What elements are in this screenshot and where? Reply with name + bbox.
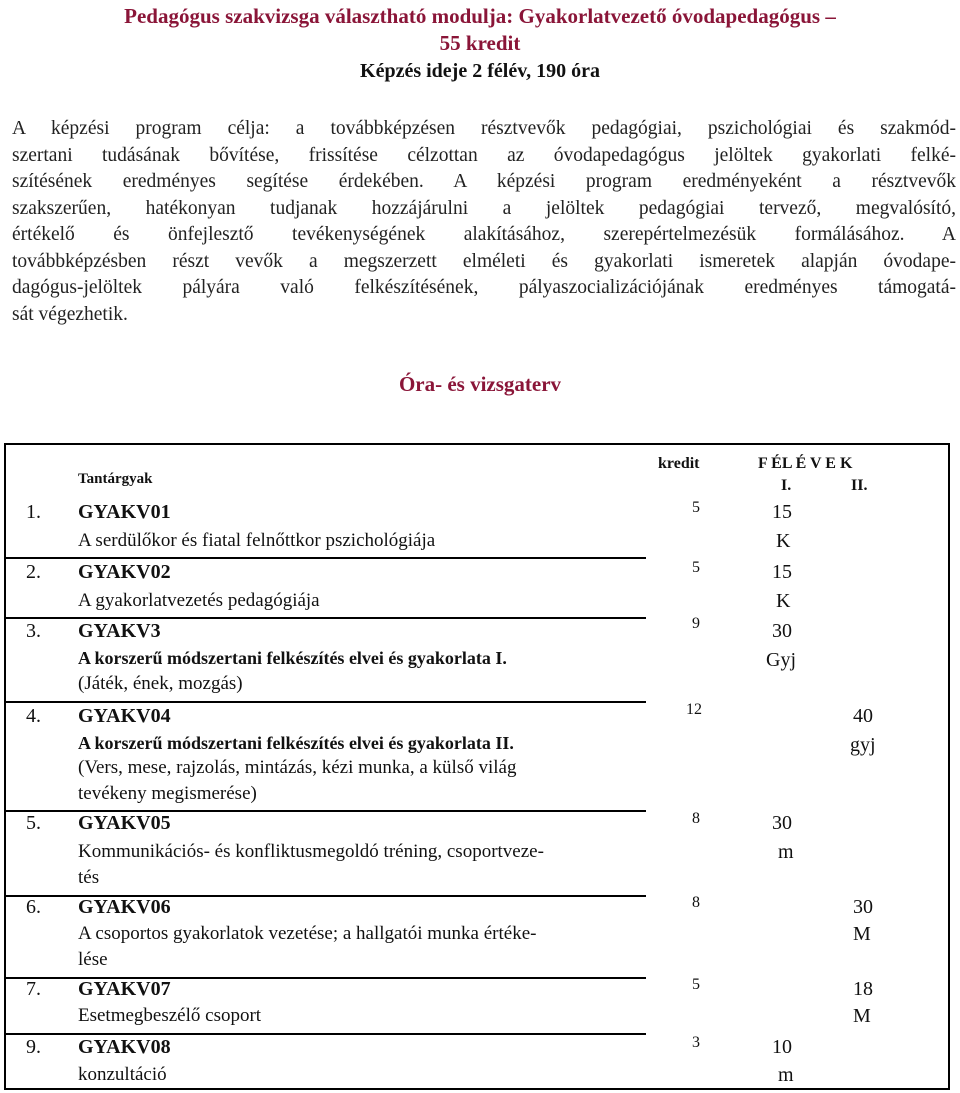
intro-line: szítésének eredményes segítése érdekében. A képzési program eredményeként a résztvevők [12,171,956,192]
subject-name: Esetmegbeszélő csoport [78,1005,262,1026]
credit-value: 8 [692,810,700,827]
intro-line: sát végezhetik. [12,303,128,325]
subject-code: GYAKV04 [78,705,171,727]
subject-code: GYAKV08 [78,1036,171,1058]
semester-1-exam: m [778,1064,794,1086]
subject-name: Kommunikációs- és konfliktusmegoldó tréning, csoportveze- [78,841,544,862]
row-number: 4. [26,705,41,727]
semester-2-exam: M [853,923,871,945]
header-semesters: F ÉL É V E K [758,455,853,472]
semester-1-exam: m [778,841,794,863]
intro-line: A képzési program célja: a továbbképzésen résztvevők pedagógiai, pszichológiai és szakmód- [12,118,956,139]
subject-subtitle-continued: tevékeny megismerése) [78,783,257,804]
intro-paragraph [12,116,956,328]
row-divider [6,1033,646,1035]
credit-value: 12 [686,701,702,718]
subject-name: A serdülőkor és fiatal felnőttkor pszichológiája [78,530,436,551]
row-number: 1. [26,501,41,523]
row-divider [6,617,646,619]
row-number: 2. [26,561,41,583]
header-semester-2: II. [851,477,868,494]
credit-value: 8 [692,894,700,911]
semester-2-hours: 18 [853,978,873,1000]
semester-1-hours: 15 [772,561,792,583]
row-number: 9. [26,1036,41,1058]
credit-value: 5 [692,499,700,516]
subject-code: GYAKV3 [78,620,161,642]
subject-name-continued: tés [78,867,100,888]
row-number: 3. [26,620,41,642]
subject-code: GYAKV06 [78,896,171,918]
document-title: Pedagógus szakvizsga választható modulja: Gyakorlatvezető óvodapedagógus – [124,4,836,28]
exam-plan-table [4,443,950,1090]
row-number: 7. [26,978,41,1000]
subject-name: A gyakorlatvezetés pedagógiája [78,590,320,611]
semester-1-hours: 10 [772,1036,792,1058]
intro-line: szakszerűen, hatékonyan tudjanak hozzájárulni a jelöltek pedagógiai tervező, megvalósító, [12,197,956,219]
semester-1-hours: 30 [772,812,792,834]
subject-name: A csoportos gyakorlatok vezetése; a hallgatói munka értéke- [78,923,537,944]
semester-1-exam: K [776,530,791,552]
semester-2-exam: M [853,1005,871,1027]
semester-1-exam: K [776,590,791,612]
credit-value: 9 [692,615,700,632]
subject-code: GYAKV02 [78,561,171,583]
intro-line: dagógus-jelöltek pályára való felkészítésének, pályaszocializációjának eredményes támogatá- [12,277,956,298]
semester-1-hours: 30 [772,620,792,642]
semester-2-hours: 30 [853,896,873,918]
credit-total: 55 kredit [439,31,521,55]
subject-code: GYAKV05 [78,812,171,834]
section-title: Óra- és vizsgaterv [398,372,562,396]
semester-1-exam: Gyj [766,649,796,671]
row-divider [6,701,646,703]
credit-value: 3 [692,1034,700,1051]
intro-line: továbbképzésben részt vevők a megszerzett elméleti és gyakorlati ismeretek alapján óvodape- [12,250,956,272]
subject-name-continued: lése [78,949,108,970]
subject-code: GYAKV01 [78,501,171,523]
header-semester-1: I. [781,477,792,494]
subject-subtitle: (Vers, mese, rajzolás, mintázás, kézi munka, a külső világ [78,757,517,778]
header-credit: kredit [658,455,700,472]
header-subjects: Tantárgyak [78,471,153,487]
subject-code: GYAKV07 [78,978,171,1000]
subject-name: A korszerű módszertani felkészítés elvei és gyakorlata II. [78,733,514,753]
semester-2-hours: 40 [853,705,873,727]
semester-1-hours: 15 [772,501,792,523]
row-number: 5. [26,812,41,834]
row-number: 6. [26,896,41,918]
intro-line: szertani tudásának bővítése, frissítése célzottan az óvodapedagógus jelöltek gyakorlati felké- [12,144,956,166]
subject-name: konzultáció [78,1064,167,1085]
subject-name: A korszerű módszertani felkészítés elvei és gyakorlata I. [78,648,507,668]
semester-2-exam: gyj [850,734,876,756]
credit-value: 5 [692,559,700,576]
training-duration: Képzés ideje 2 félév, 190 óra [360,60,600,82]
row-divider [6,557,646,559]
subject-subtitle: (Játék, ének, mozgás) [78,673,243,694]
credit-value: 5 [692,976,700,993]
intro-line: értékelő és önfejlesztő tevékenységének alakításához, szerepértelmezésük formálásához. A [12,224,956,245]
